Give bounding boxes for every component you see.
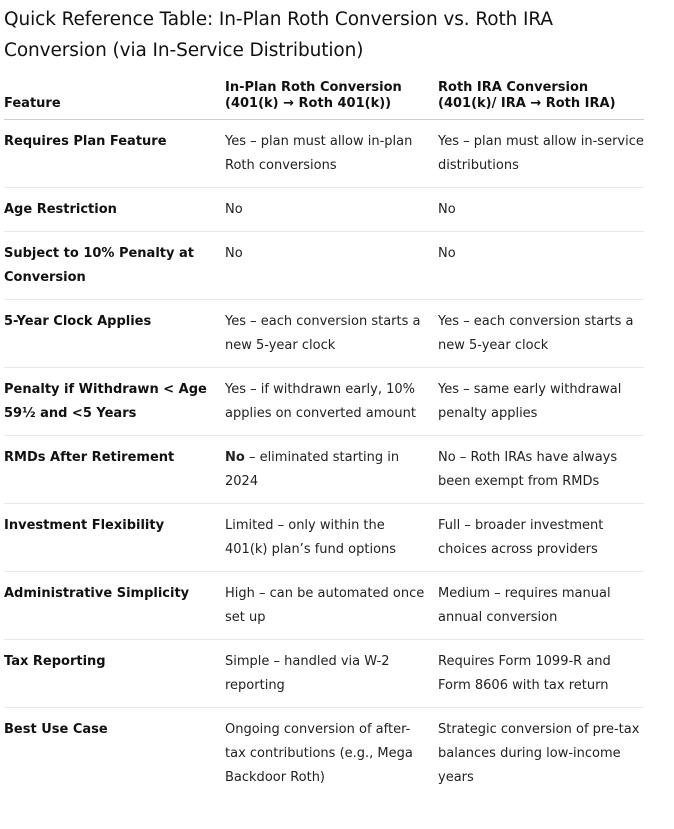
feature-cell: Subject to 10% Penalty at Conversion [4,232,225,300]
feature-cell: Administrative Simplicity [4,572,225,640]
in-plan-cell: High – can be automated once set up [225,572,438,640]
roth-ira-cell: Medium – requires manual annual conversion [438,572,644,640]
table-row [4,572,644,640]
table-row [4,436,644,504]
roth-ira-cell: Full – broader investment choices across providers [438,504,644,572]
roth-ira-cell: Yes – same early withdrawal penalty applies [438,368,644,436]
feature-cell: Requires Plan Feature [4,120,225,188]
in-plan-cell [225,436,438,504]
feature-cell: 5-Year Clock Applies [4,300,225,368]
feature-cell: Penalty if Withdrawn < Age 59½ and <5 Years [4,368,225,436]
page-title: Quick Reference Table: In-Plan Roth Conversion vs. Roth IRA Conversion (via In-Service Distribution) [4,9,553,61]
feature-cell: Best Use Case [4,722,108,737]
feature-cell: RMDs After Retirement [4,436,225,504]
table-row [4,232,644,300]
table-row [4,188,644,232]
in-plan-cell: Simple – handled via W-2 reporting [225,640,438,708]
table-row [4,300,644,368]
feature-cell: Investment Flexibility [4,504,225,572]
feature-cell: Tax Reporting [4,640,225,708]
feature-cell: Age Restriction [4,188,225,232]
table-row [4,708,644,800]
table-row [4,640,644,708]
in-plan-cell: No [225,232,438,300]
in-plan-cell: No [225,188,438,232]
in-plan-cell: Yes – each conversion starts a new 5-year clock [225,300,438,368]
header-roth-ira: Roth IRA Conversion (401(k)/ IRA → Roth IRA) [438,80,644,120]
roth-ira-cell: Strategic conversion of pre-tax balances during low-income years [438,722,640,785]
in-plan-cell: Yes – if withdrawn early, 10% applies on converted amount [225,368,438,436]
table-row [4,120,644,188]
roth-ira-cell: Requires Form 1099-R and Form 8606 with tax return [438,640,644,708]
roth-ira-cell: Yes – each conversion starts a new 5-year clock [438,300,644,368]
roth-ira-cell: Yes – plan must allow in-service distributions [438,120,644,188]
in-plan-cell: Yes – plan must allow in-plan Roth conversions [225,120,438,188]
table-header-row [4,80,644,120]
roth-ira-cell: No [438,188,644,232]
header-in-plan-roth: In-Plan Roth Conversion (401(k) → Roth 401(k)) [225,80,438,120]
roth-ira-cell: No [438,232,644,300]
in-plan-cell: Ongoing conversion of after-tax contributions (e.g., Mega Backdoor Roth) [225,722,413,785]
roth-ira-cell: No – Roth IRAs have always been exempt from RMDs [438,436,644,504]
comparison-table [4,80,644,799]
table-row [4,368,644,436]
emphasis-no: No [225,450,245,465]
in-plan-cell-text: – eliminated starting in 2024 [225,450,400,489]
header-feature: Feature [4,80,225,120]
in-plan-cell: Limited – only within the 401(k) plan’s fund options [225,504,438,572]
table-row [4,504,644,572]
